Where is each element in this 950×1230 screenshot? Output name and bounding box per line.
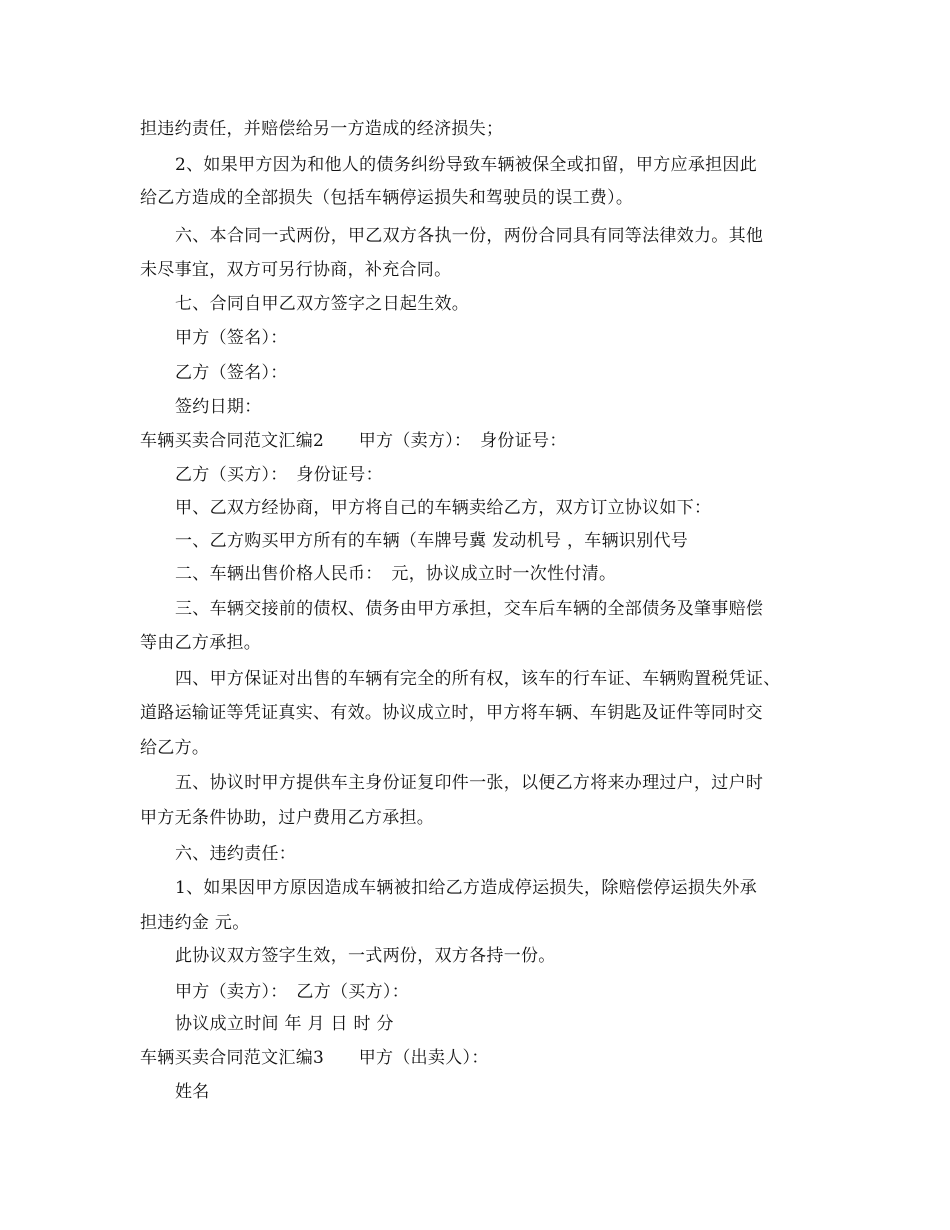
paragraph-line: 三、车辆交接前的债权、债务由甲方承担，交车后车辆的全部债务及肇事赔偿 xyxy=(175,599,764,619)
section-heading: 车辆买卖合同范文汇编2 甲方（卖方）： 身份证号： xyxy=(140,431,567,451)
paragraph-line: 未尽事宜，双方可另行协商，补充合同。 xyxy=(140,260,452,280)
paragraph-line: 给乙方。 xyxy=(140,738,210,758)
date-line: 协议成立时间 年 月 日 时 分 xyxy=(175,1014,394,1034)
paragraph-line: 五、协议时甲方提供车主身份证复印件一张，以便乙方将来办理过户，过户时 xyxy=(175,773,764,793)
paragraph-line: 给乙方造成的全部损失（包括车辆停运损失和驾驶员的误工费）。 xyxy=(140,188,634,208)
paragraph-line: 四、甲方保证对出售的车辆有完全的所有权，该车的行车证、车辆购置税凭证、 xyxy=(175,669,781,689)
paragraph-line: 等由乙方承担。 xyxy=(140,633,262,653)
paragraph-line: 道路运输证等凭证真实、有效。协议成立时，甲方将车辆、车钥匙及证件等同时交 xyxy=(140,703,763,723)
paragraph-line: 七、合同自甲乙双方签字之日起生效。 xyxy=(175,294,470,314)
paragraph-line: 1、如果因甲方原因造成车辆被扣给乙方造成停运损失，除赔偿停运损失外承 xyxy=(175,878,758,898)
paragraph-line: 六、违约责任： xyxy=(175,844,297,864)
paragraph-line: 二、车辆出售价格人民币： 元，协议成立时一次性付清。 xyxy=(175,564,617,584)
paragraph-line: 甲方无条件协助，过户费用乙方承担。 xyxy=(140,808,435,828)
paragraph-line: 六、本合同一式两份，甲乙双方各执一份，两份合同具有同等法律效力。其他 xyxy=(175,226,764,246)
paragraph-line: 此协议双方签字生效，一式两份，双方各持一份。 xyxy=(175,946,556,966)
paragraph-line: 甲、乙双方经协商，甲方将自己的车辆卖给乙方，双方订立协议如下： xyxy=(175,498,712,518)
paragraph-line: 乙方（买方）： 身份证号： xyxy=(175,465,383,485)
paragraph-line: 2、如果甲方因为和他人的债务纠纷导致车辆被保全或扣留，甲方应承担因此 xyxy=(175,155,758,175)
signature-line: 甲方（卖方）： 乙方（买方）： xyxy=(175,982,409,1002)
paragraph-line: 姓名 xyxy=(175,1082,210,1102)
signature-line: 乙方（签名）： xyxy=(175,363,288,383)
section-heading: 车辆买卖合同范文汇编3 甲方（出卖人）： xyxy=(140,1048,489,1068)
date-line: 签约日期： xyxy=(175,397,262,417)
signature-line: 甲方（签名）： xyxy=(175,328,288,348)
paragraph-line: 担违约责任，并赔偿给另一方造成的经济损失； xyxy=(140,119,504,139)
paragraph-line: 担违约金 元。 xyxy=(140,913,250,933)
paragraph-line: 一、乙方购买甲方所有的车辆（车牌号冀 发动机号 ，车辆识别代号 xyxy=(175,531,689,551)
